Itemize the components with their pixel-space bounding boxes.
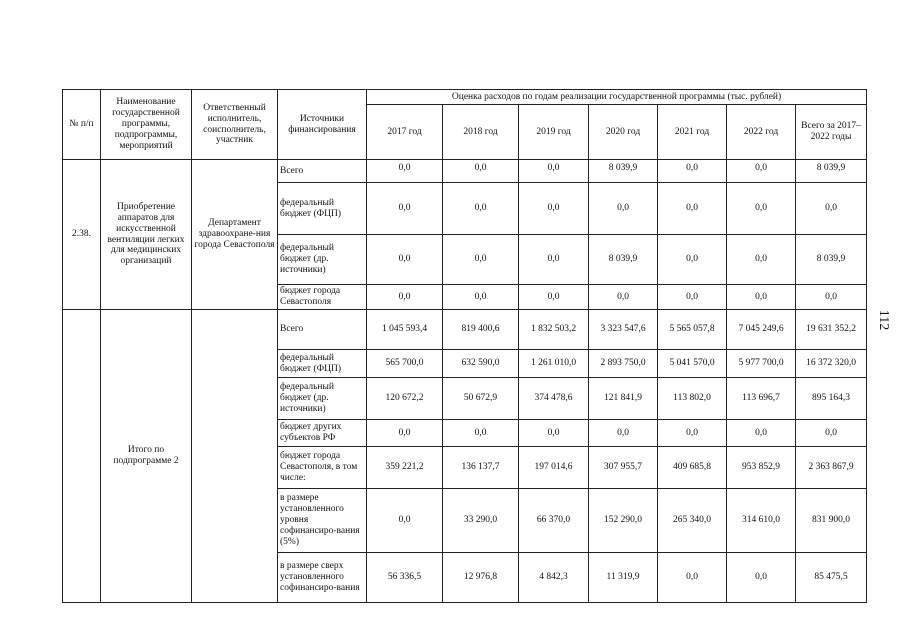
- block-subprogram-2-total: [63, 310, 867, 603]
- amount-cell: 0,0: [796, 420, 867, 447]
- funding-source: в размере сверх установленного софинансиро-вания: [278, 553, 367, 603]
- amount-cell: 152 290,0: [589, 489, 658, 553]
- amount-cell: 0,0: [589, 285, 658, 310]
- amount-cell: 0,0: [443, 420, 519, 447]
- amount-cell: 120 672,2: [367, 378, 443, 420]
- amount-cell: 0,0: [658, 553, 727, 603]
- amount-cell: 1 261 010,0: [519, 350, 589, 378]
- row-executor: Департамент здравоохране-ния города Севастополя: [192, 160, 278, 310]
- amount-cell: 4 842,3: [519, 553, 589, 603]
- row-number: [63, 310, 101, 603]
- amount-cell: 16 372 320,0: [796, 350, 867, 378]
- amount-cell: 8 039,9: [589, 235, 658, 285]
- year-header: 2022 год: [727, 105, 796, 160]
- page-number: 112: [876, 309, 891, 331]
- amount-cell: 0,0: [589, 183, 658, 235]
- header-name: Наименование государственной программы, подпрограммы, мероприятий: [101, 90, 192, 160]
- year-header-total: Всего за 2017–2022 годы: [796, 105, 867, 160]
- amount-cell: 0,0: [727, 235, 796, 285]
- amount-cell: 0,0: [589, 420, 658, 447]
- amount-cell: 19 631 352,2: [796, 310, 867, 350]
- amount-cell: 0,0: [727, 420, 796, 447]
- amount-cell: 409 685,8: [658, 447, 727, 489]
- funding-source: в размере установленного уровня софинансиро-вания (5%): [278, 489, 367, 553]
- header-num: № п/п: [63, 90, 101, 160]
- amount-cell: 136 137,7: [443, 447, 519, 489]
- amount-cell: 0,0: [658, 420, 727, 447]
- amount-cell: 0,0: [727, 183, 796, 235]
- amount-cell: 0,0: [519, 420, 589, 447]
- amount-cell: 11 319,9: [589, 553, 658, 603]
- amount-cell: 0,0: [367, 183, 443, 235]
- amount-cell: 359 221,2: [367, 447, 443, 489]
- header-sources: Источники финансирования: [278, 90, 367, 160]
- amount-cell: 1 832 503,2: [519, 310, 589, 350]
- amount-cell: 307 955,7: [589, 447, 658, 489]
- amount-cell: 314 610,0: [727, 489, 796, 553]
- amount-cell: 50 672,9: [443, 378, 519, 420]
- funding-source: федеральный бюджет (ФЦП): [278, 350, 367, 378]
- amount-cell: 0,0: [658, 160, 727, 183]
- year-header: 2017 год: [367, 105, 443, 160]
- row-name: Приобретение аппаратов для искусственной вентиляции легких для медицинских организаций: [101, 160, 192, 310]
- amount-cell: 0,0: [367, 285, 443, 310]
- funding-source: федеральный бюджет (др. источники): [278, 235, 367, 285]
- amount-cell: 0,0: [367, 160, 443, 183]
- amount-cell: 5 041 570,0: [658, 350, 727, 378]
- row-name: Итого по подпрограмме 2: [101, 310, 192, 603]
- funding-source: бюджет города Севастополя, в том числе:: [278, 447, 367, 489]
- amount-cell: 8 039,9: [589, 160, 658, 183]
- table-row: [63, 160, 867, 183]
- funding-source: федеральный бюджет (ФЦП): [278, 183, 367, 235]
- amount-cell: 0,0: [367, 420, 443, 447]
- amount-cell: 197 014,6: [519, 447, 589, 489]
- amount-cell: 565 700,0: [367, 350, 443, 378]
- amount-cell: 0,0: [443, 160, 519, 183]
- amount-cell: 0,0: [658, 235, 727, 285]
- amount-cell: 374 478,6: [519, 378, 589, 420]
- amount-cell: 12 976,8: [443, 553, 519, 603]
- amount-cell: 265 340,0: [658, 489, 727, 553]
- amount-cell: 0,0: [519, 160, 589, 183]
- amount-cell: 0,0: [796, 183, 867, 235]
- amount-cell: 0,0: [658, 285, 727, 310]
- amount-cell: 0,0: [658, 183, 727, 235]
- amount-cell: 2 363 867,9: [796, 447, 867, 489]
- amount-cell: 0,0: [519, 235, 589, 285]
- amount-cell: 0,0: [519, 285, 589, 310]
- amount-cell: 831 900,0: [796, 489, 867, 553]
- amount-cell: 2 893 750,0: [589, 350, 658, 378]
- year-header: 2019 год: [519, 105, 589, 160]
- amount-cell: 895 164,3: [796, 378, 867, 420]
- amount-cell: 0,0: [443, 235, 519, 285]
- amount-cell: 5 977 700,0: [727, 350, 796, 378]
- funding-source: бюджет других субъектов РФ: [278, 420, 367, 447]
- financing-table: [62, 89, 867, 603]
- row-executor: [192, 310, 278, 603]
- header-estimate: Оценка расходов по годам реализации государственной программы (тыс. рублей): [367, 90, 867, 105]
- year-header: 2020 год: [589, 105, 658, 160]
- amount-cell: 66 370,0: [519, 489, 589, 553]
- funding-source: Всего: [278, 310, 367, 350]
- year-header: 2018 год: [443, 105, 519, 160]
- amount-cell: 0,0: [519, 183, 589, 235]
- funding-source: федеральный бюджет (др. источники): [278, 378, 367, 420]
- amount-cell: 632 590,0: [443, 350, 519, 378]
- amount-cell: 85 475,5: [796, 553, 867, 603]
- amount-cell: 1 045 593,4: [367, 310, 443, 350]
- header-executor: Ответственный исполнитель, соисполнитель, участник: [192, 90, 278, 160]
- amount-cell: 0,0: [727, 285, 796, 310]
- amount-cell: 5 565 057,8: [658, 310, 727, 350]
- year-header: 2021 год: [658, 105, 727, 160]
- amount-cell: 113 802,0: [658, 378, 727, 420]
- amount-cell: 8 039,9: [796, 160, 867, 183]
- amount-cell: 0,0: [727, 160, 796, 183]
- amount-cell: 0,0: [796, 285, 867, 310]
- amount-cell: 0,0: [727, 553, 796, 603]
- block-2-38: [63, 160, 867, 310]
- amount-cell: 0,0: [367, 489, 443, 553]
- amount-cell: 3 323 547,6: [589, 310, 658, 350]
- amount-cell: 33 290,0: [443, 489, 519, 553]
- amount-cell: 8 039,9: [796, 235, 867, 285]
- amount-cell: 0,0: [367, 235, 443, 285]
- amount-cell: 113 696,7: [727, 378, 796, 420]
- row-number: 2.38.: [63, 160, 101, 310]
- amount-cell: 56 336,5: [367, 553, 443, 603]
- amount-cell: 953 852,9: [727, 447, 796, 489]
- amount-cell: 121 841,9: [589, 378, 658, 420]
- amount-cell: 0,0: [443, 285, 519, 310]
- amount-cell: 7 045 249,6: [727, 310, 796, 350]
- amount-cell: 0,0: [443, 183, 519, 235]
- funding-source: Всего: [278, 160, 367, 183]
- table-row: [63, 310, 867, 350]
- amount-cell: 819 400,6: [443, 310, 519, 350]
- funding-source: бюджет города Севастополя: [278, 285, 367, 310]
